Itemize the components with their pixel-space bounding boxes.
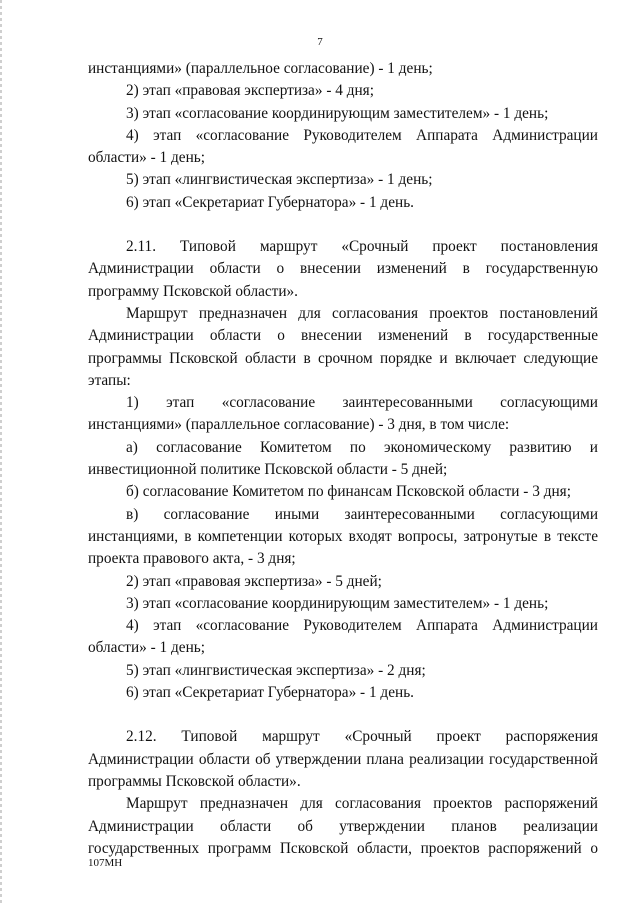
document-paragraph: 3) этап «согласование координирующим заместителем» - 1 день; bbox=[126, 104, 549, 122]
document-paragraph: 4) этап «согласование Руководителем Аппарата Администрации области» - 1 день; bbox=[88, 617, 598, 657]
document-body bbox=[88, 58, 598, 860]
document-paragraph: Маршрут предназначен для согласования проектов распоряжений Администрации области об утверждении планов реализации государственных программ Псковской области, проектов распоряжений о bbox=[88, 795, 598, 857]
document-paragraph: 5) этап «лингвистическая экспертиза» - 1 день; bbox=[126, 171, 433, 189]
document-paragraph: б) согласование Комитетом по финансам Псковской области - 3 дня; bbox=[126, 483, 571, 501]
document-paragraph: 6) этап «Секретариат Губернатора» - 1 день. bbox=[126, 684, 414, 702]
document-paragraph: Маршрут предназначен для согласования проектов постановлений Администрации области о внесении изменений в государственные программы Псковской области в срочном порядке и включает следующие этапы: bbox=[88, 304, 598, 389]
document-paragraph: 2) этап «правовая экспертиза» - 4 дня; bbox=[126, 82, 374, 100]
paragraph-gap bbox=[88, 704, 598, 726]
document-paragraph: 2) этап «правовая экспертиза» - 5 дней; bbox=[126, 572, 382, 590]
document-paragraph: в) согласование иными заинтересованными согласующими инстанциями, в компетенции которых входят вопросы, затронутые в тексте проекта правового акта, - 3 дня; bbox=[88, 505, 598, 568]
document-paragraph: 2.11. Типовой маршрут «Срочный проект постановления Администрации области о внесении изменений в государственную программу Псковской области». bbox=[88, 238, 598, 300]
page-edge bbox=[0, 0, 2, 905]
paragraph-gap bbox=[88, 214, 598, 236]
document-paragraph: инстанциями» (параллельное согласование) - 1 день; bbox=[88, 60, 433, 77]
document-paragraph: а) согласование Комитетом по экономическому развитию и инвестиционной политике Псковской области - 5 дней; bbox=[88, 438, 598, 479]
page-number: 7 bbox=[317, 36, 323, 48]
document-paragraph: 5) этап «лингвистическая экспертиза» - 2 дня; bbox=[126, 661, 426, 679]
document-paragraph: 4) этап «согласование Руководителем Аппарата Администрации области» - 1 день; bbox=[88, 126, 598, 167]
document-paragraph: 3) этап «согласование координирующим заместителем» - 1 день; bbox=[126, 594, 549, 612]
footer-document-code: 107МН bbox=[88, 857, 123, 869]
document-paragraph: 2.12. Типовой маршрут «Срочный проект распоряжения Администрации области об утверждении плана реализации государственной программы Псковской области». bbox=[88, 728, 598, 790]
document-paragraph: 6) этап «Секретариат Губернатора» - 1 день. bbox=[126, 193, 414, 211]
document-paragraph: 1) этап «согласование заинтересованными согласующими инстанциями» (параллельное согласование) - 3 дня, в том числе: bbox=[88, 394, 598, 434]
